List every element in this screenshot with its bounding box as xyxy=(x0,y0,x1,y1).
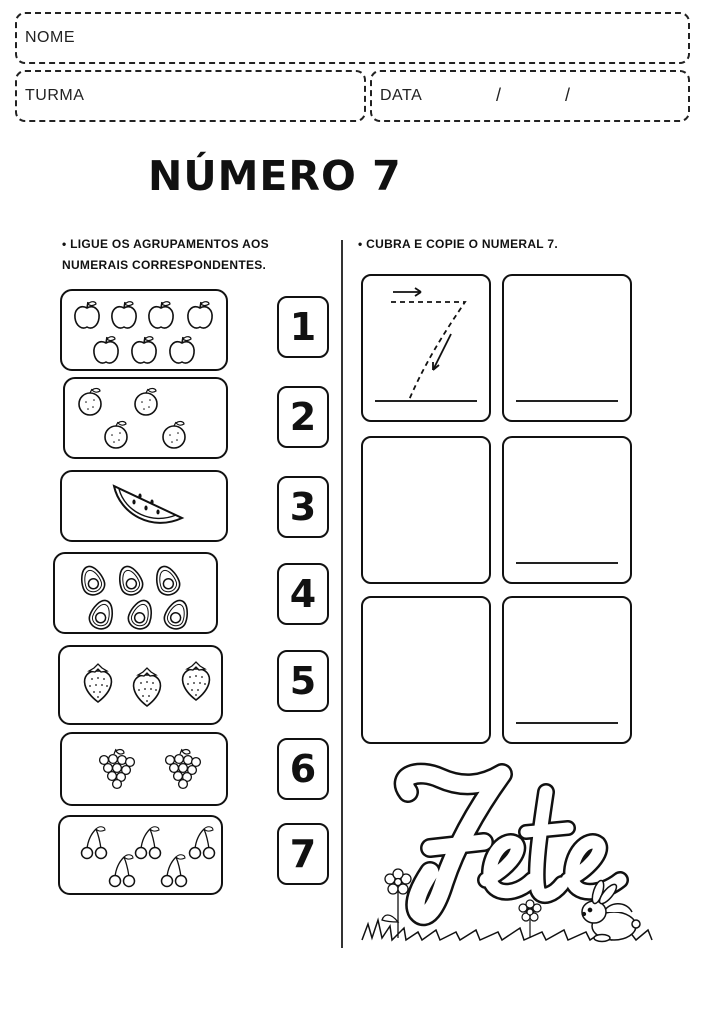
numeral-box-3[interactable]: 3 xyxy=(277,476,329,538)
apple-icon-group xyxy=(62,291,230,373)
date-field[interactable] xyxy=(370,70,690,122)
name-label: NOME xyxy=(25,29,75,46)
right-instruction: • CUBRA E COPIE O NUMERAL 7. xyxy=(358,237,558,251)
copy-card-4[interactable] xyxy=(361,596,491,744)
date-label: DATA xyxy=(380,87,423,104)
fruit-group-strawberries[interactable] xyxy=(58,645,223,725)
date-separator-2: / xyxy=(565,85,571,105)
left-instruction-line2: NUMERAIS CORRESPONDENTES. xyxy=(62,258,267,272)
orange-icon-group xyxy=(65,379,230,461)
flower-icon xyxy=(519,900,541,938)
numeral-box-7[interactable]: 7 xyxy=(277,823,329,885)
left-instruction-line1: • LIGUE OS AGRUPAMENTOS AOS xyxy=(62,237,269,251)
numeral-box-1[interactable]: 1 xyxy=(277,296,329,358)
left-instruction xyxy=(62,234,269,276)
class-field[interactable] xyxy=(15,70,366,122)
fruit-group-oranges[interactable] xyxy=(63,377,228,459)
writing-line xyxy=(375,400,477,402)
page-title: NÚMERO 7 xyxy=(148,152,402,200)
numeral-box-2[interactable]: 2 xyxy=(277,386,329,448)
numeral-box-4[interactable]: 4 xyxy=(277,563,329,625)
writing-line xyxy=(516,722,618,724)
copy-card-1[interactable] xyxy=(502,274,632,422)
class-label: TURMA xyxy=(25,87,85,104)
copy-card-5[interactable] xyxy=(502,596,632,744)
avocado-icon-group xyxy=(55,554,220,636)
column-divider xyxy=(341,240,343,948)
grapes-icon-group xyxy=(62,734,230,808)
trace-card[interactable] xyxy=(361,274,491,422)
name-field[interactable] xyxy=(15,12,690,64)
copy-card-2[interactable] xyxy=(361,436,491,584)
cursive-word-illustration xyxy=(356,762,656,952)
fruit-group-grapes[interactable] xyxy=(60,732,228,806)
fruit-group-cherries[interactable] xyxy=(58,815,223,895)
writing-line xyxy=(516,400,618,402)
date-separator-1: / xyxy=(496,85,502,105)
strawberry-icon-group xyxy=(60,647,225,727)
cherries-icon-group xyxy=(60,817,225,897)
copy-card-3[interactable] xyxy=(502,436,632,584)
watermelon-icon xyxy=(62,472,230,544)
fruit-group-watermelon[interactable] xyxy=(60,470,228,542)
numeral-box-6[interactable]: 6 xyxy=(277,738,329,800)
writing-line xyxy=(516,562,618,564)
fruit-group-apples[interactable] xyxy=(60,289,228,371)
fruit-group-avocados[interactable] xyxy=(53,552,218,634)
numeral-box-5[interactable]: 5 xyxy=(277,650,329,712)
